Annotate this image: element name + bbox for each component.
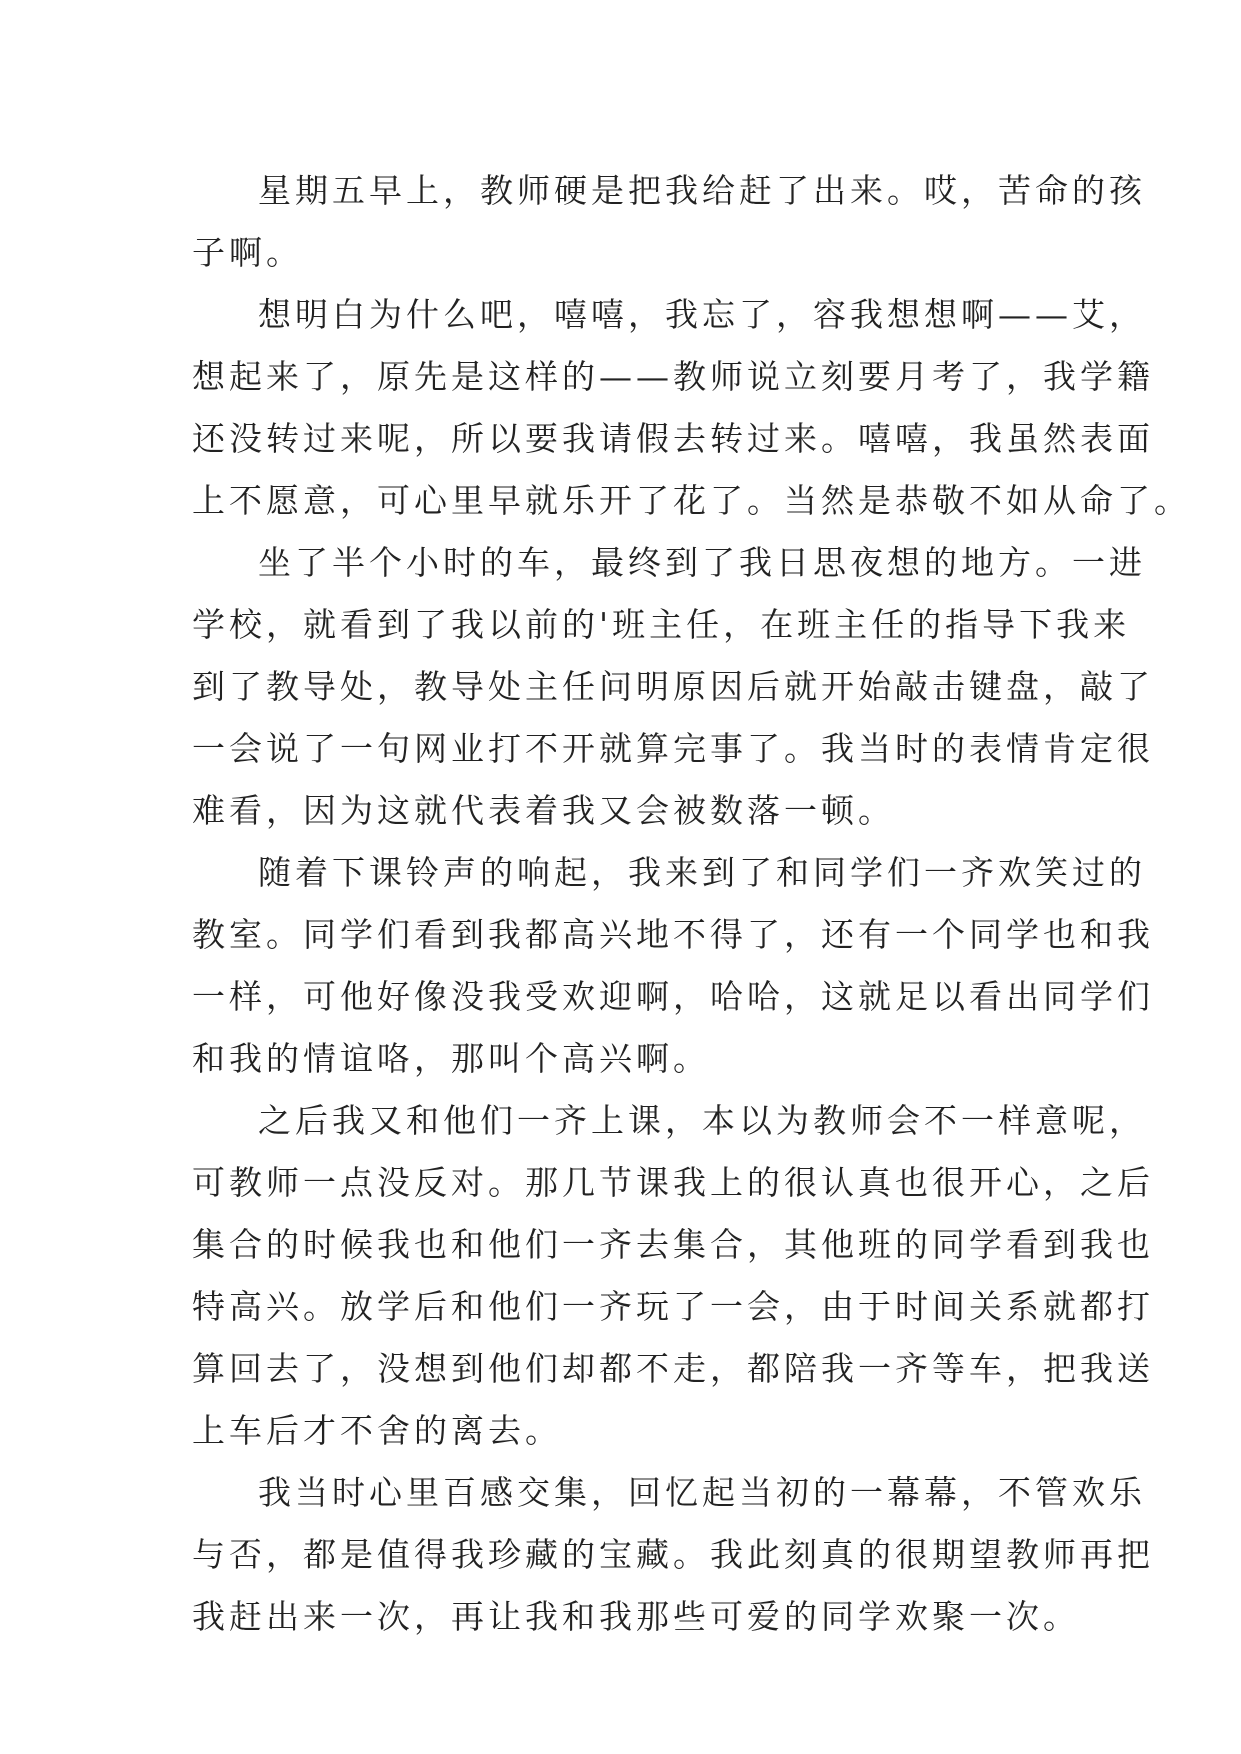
paragraph-3 [192,532,1154,842]
paragraph-line: 可教师一点没反对。那几节课我上的很认真也很开心，之后 [192,1163,1154,1202]
paragraph-line: 到了教导处，教导处主任问明原因后就开始敲击键盘，敲了 [192,667,1154,706]
paragraph-line: 一会说了一句网业打不开就算完事了。我当时的表情肯定很 [192,729,1154,768]
paragraph-line: 特高兴。放学后和他们一齐玩了一会，由于时间关系就都打 [192,1287,1154,1326]
paragraph-line: 我当时心里百感交集，回忆起当初的一幕幕，不管欢乐 [258,1473,1146,1512]
paragraph-6 [192,1462,1154,1648]
paragraph-line: 还没转过来呢，所以要我请假去转过来。嘻嘻，我虽然表面 [192,419,1154,458]
paragraph-line: 上不愿意，可心里早就乐开了花了。当然是恭敬不如从命了。 [192,481,1191,520]
paragraph-line: 算回去了，没想到他们却都不走，都陪我一齐等车，把我送 [192,1349,1154,1388]
paragraph-4 [192,842,1154,1090]
document-body [192,160,1191,1648]
paragraph-line: 随着下课铃声的响起，我来到了和同学们一齐欢笑过的 [258,853,1146,892]
paragraph-line: 和我的情谊咯，那叫个高兴啊。 [192,1039,710,1078]
paragraph-line: 一样，可他好像没我受欢迎啊，哈哈，这就足以看出同学们 [192,977,1154,1016]
paragraph-line: 与否，都是值得我珍藏的宝藏。我此刻真的很期望教师再把 [192,1535,1154,1574]
paragraph-line: 坐了半个小时的车，最终到了我日思夜想的地方。一进 [258,543,1146,582]
paragraph-line: 想起来了，原先是这样的——教师说立刻要月考了，我学籍 [192,357,1154,396]
paragraph-line: 难看，因为这就代表着我又会被数落一顿。 [192,791,895,830]
paragraph-2 [192,284,1191,532]
paragraph-line: 星期五早上，教师硬是把我给赶了出来。哎，苦命的孩 [258,171,1146,210]
paragraph-line: 想明白为什么吧，嘻嘻，我忘了，容我想想啊——艾， [258,295,1146,334]
paragraph-line: 集合的时候我也和他们一齐去集合，其他班的同学看到我也 [192,1225,1154,1264]
paragraph-line: 我赶出来一次，再让我和我那些可爱的同学欢聚一次。 [192,1597,1080,1636]
paragraph-line: 之后我又和他们一齐上课，本以为教师会不一样意呢， [258,1101,1146,1140]
paragraph-line: 学校，就看到了我以前的'班主任，在班主任的指导下我来 [192,605,1131,644]
paragraph-1 [192,160,1146,284]
paragraph-line: 教室。同学们看到我都高兴地不得了，还有一个同学也和我 [192,915,1154,954]
paragraph-line: 上车后才不舍的离去。 [192,1411,562,1450]
paragraph-line: 子啊。 [192,233,303,272]
paragraph-5 [192,1090,1154,1462]
